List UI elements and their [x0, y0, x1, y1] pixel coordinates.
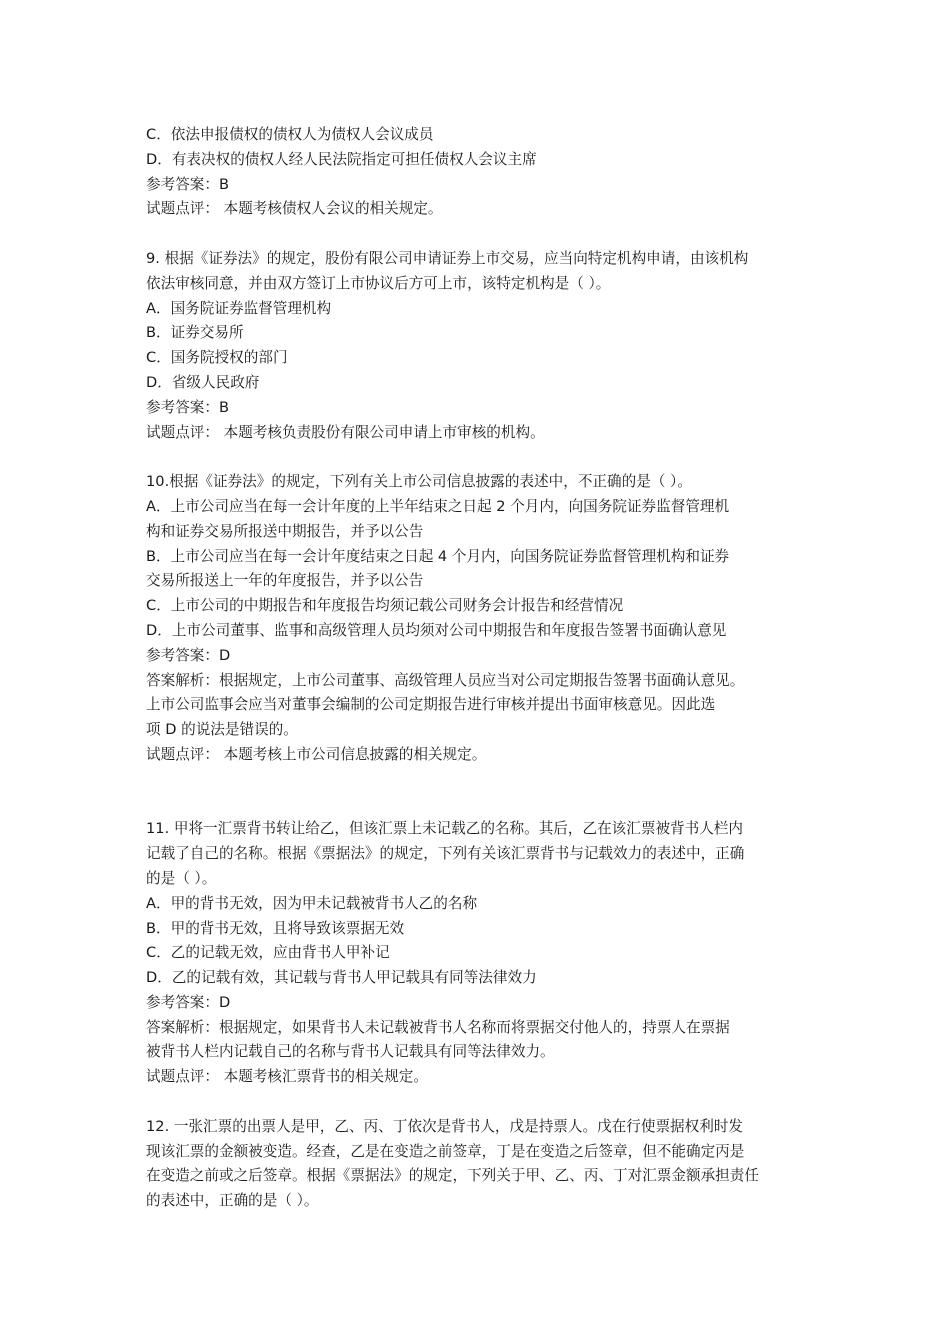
option-a: 构和证券交易所报送中期报告，并予以公告 [146, 522, 424, 540]
question-comment: 试题点评： 本题考核上市公司信息披露的相关规定。 [146, 745, 487, 763]
reference-answer: 参考答案：B [146, 398, 229, 416]
spacer [146, 1090, 816, 1115]
option-a: A．甲的背书无效，因为甲未记载被背书人乙的名称 [146, 894, 478, 912]
spacer [146, 222, 816, 247]
question-11 [146, 817, 816, 1090]
question-8-tail [146, 123, 816, 222]
option-a: A．国务院证券监督管理机构 [146, 299, 332, 317]
option-d: D．上市公司董事、监事和高级管理人员均须对公司中期报告和年度报告签署书面确认意见 [146, 621, 727, 639]
question-stem: 11. 甲将一汇票背书转让给乙，但该汇票上未记载乙的名称。其后，乙在该汇票被背书人栏内 [146, 820, 744, 838]
question-stem: 10.根据《证券法》的规定，下列有关上市公司信息披露的表述中，不正确的是（ ）。 [146, 473, 692, 491]
question-stem: 12. 一张汇票的出票人是甲，乙、丙、丁依次是背书人，戊是持票人。戊在行使票据权利时发 [146, 1117, 744, 1135]
reference-answer: 参考答案：D [146, 993, 231, 1011]
answer-analysis: 答案解析：根据规定，如果背书人未记载被背书人名称而将票据交付他人的，持票人在票据 [146, 1018, 730, 1036]
option-d: D．有表决权的债权人经人民法院指定可担任债权人会议主席 [146, 150, 537, 168]
option-d: D．省级人民政府 [146, 373, 260, 391]
reference-answer: 参考答案：D [146, 646, 231, 664]
spacer [146, 445, 816, 470]
document-page [146, 123, 816, 1214]
option-c: C．乙的记载无效，应由背书人甲补记 [146, 944, 390, 962]
answer-analysis: 被背书人栏内记载自己的名称与背书人记载具有同等法律效力。 [146, 1043, 555, 1061]
answer-analysis: 答案解析：根据规定，上市公司董事、高级管理人员应当对公司定期报告签署书面确认意见。 [146, 671, 745, 689]
question-10 [146, 470, 816, 768]
option-b: 交易所报送上一年的年度报告，并予以公告 [146, 572, 424, 590]
question-stem: 的表述中，正确的是（ ）。 [146, 1192, 319, 1210]
question-comment: 试题点评： 本题考核债权人会议的相关规定。 [146, 200, 443, 218]
reference-answer: 参考答案：B [146, 175, 229, 193]
answer-analysis: 项 D 的说法是错误的。 [146, 721, 298, 739]
option-b: B．上市公司应当在每一会计年度结束之日起 4 个月内，向国务院证券监督管理机构和证券 [146, 547, 730, 565]
option-b: B．甲的背书无效，且将导致该票据无效 [146, 919, 405, 937]
question-comment: 试题点评： 本题考核负责股份有限公司申请上市审核的机构。 [146, 423, 545, 441]
question-stem: 的是（ ）。 [146, 869, 217, 887]
question-stem: 在变造之前或之后签章。根据《票据法》的规定，下列关于甲、乙、丙、丁对汇票金额承担责任 [146, 1167, 759, 1185]
question-stem: 9. 根据《证券法》的规定，股份有限公司申请证券上市交易，应当向特定机构申请，由该机构 [146, 249, 749, 267]
option-c: C．依法申报债权的债权人为债权人会议成员 [146, 126, 434, 143]
question-12 [146, 1115, 816, 1214]
question-stem: 记载了自己的名称。根据《票据法》的规定，下列有关该汇票背书与记载效力的表述中，正确 [146, 845, 745, 863]
option-b: B．证券交易所 [146, 324, 244, 342]
option-c: C．上市公司的中期报告和年度报告均须记载公司财务会计报告和经营情况 [146, 597, 624, 615]
option-d: D．乙的记载有效，其记载与背书人甲记载具有同等法律效力 [146, 969, 537, 987]
question-comment: 试题点评： 本题考核汇票背书的相关规定。 [146, 1068, 428, 1086]
question-stem: 依法审核同意，并由双方签订上市协议后方可上市，该特定机构是（ ）。 [146, 274, 611, 292]
answer-analysis: 上市公司监事会应当对董事会编制的公司定期报告进行审核并提出书面审核意见。因此选 [146, 696, 716, 714]
question-9 [146, 247, 816, 445]
spacer [146, 768, 816, 818]
question-stem: 现该汇票的金额被变造。经查，乙是在变造之前签章，丁是在变造之后签章，但不能确定丙是 [146, 1142, 745, 1160]
option-a: A．上市公司应当在每一会计年度的上半年结束之日起 2 个月内，向国务院证券监督管理机 [146, 497, 730, 515]
option-c: C．国务院授权的部门 [146, 349, 288, 367]
